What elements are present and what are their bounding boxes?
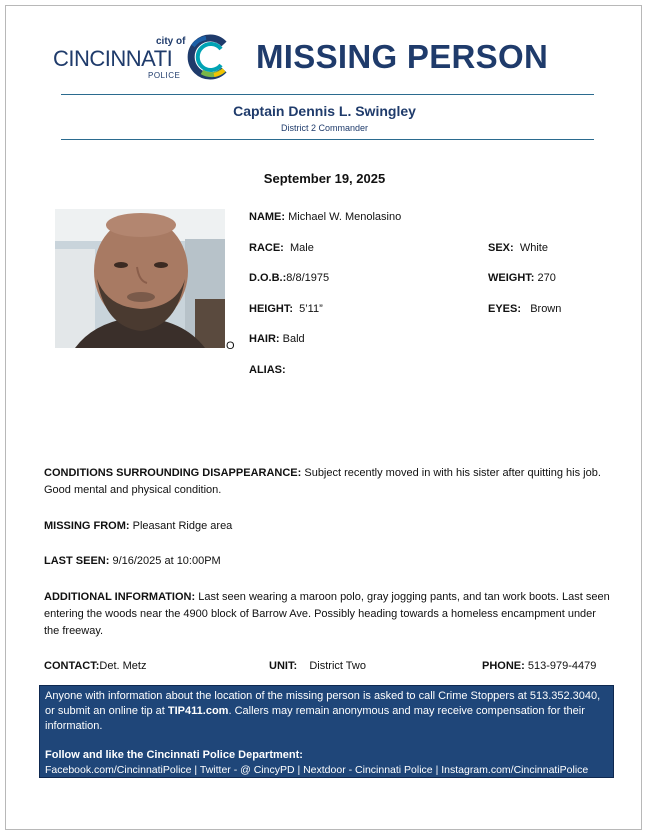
additional-label: ADDITIONAL INFORMATION: [44,591,196,603]
page-title: MISSING PERSON [256,38,549,75]
hair-value: Bald [282,333,305,345]
sex-value: White [519,242,548,254]
eyes-label: EYES: [488,303,522,315]
field-race [249,242,314,254]
tip411-link[interactable]: TIP411.com [167,705,229,717]
crime-stoppers-notice [39,685,614,778]
header-divider-bottom [61,139,594,140]
field-height [249,303,323,315]
conditions-label: CONDITIONS SURROUNDING DISAPPEARANCE: [44,467,302,479]
missing-person-photo [55,209,225,348]
logo-name-text: CINCINNATI [53,46,173,71]
header-divider-top [61,94,594,95]
contact-field [44,660,146,672]
conditions-paragraph [44,465,612,499]
weight-value: 270 [537,272,556,284]
contact-label: CONTACT: [44,660,100,672]
captain-name: Captain Dennis L. Swingley [233,103,416,119]
weight-label: WEIGHT: [488,272,535,284]
unit-label: UNIT: [269,660,298,672]
name-value: Michael W. Menolasino [288,211,402,223]
race-label: RACE: [249,242,284,254]
field-name [249,211,401,223]
notice-text [45,689,608,734]
phone-field [482,660,596,672]
height-value: 5’11” [299,303,323,315]
contact-value: Det. Metz [99,660,147,672]
hair-label: HAIR: [249,333,280,345]
flyer-date: September 19, 2025 [263,171,386,186]
last-seen-label: LAST SEEN: [44,555,110,567]
name-label: NAME: [249,211,286,223]
eyes-value: Brown [530,303,562,315]
field-sex [488,242,548,254]
phone-value: 513-979-4479 [527,660,597,672]
dob-label: D.O.B.: [249,272,287,284]
follow-heading: Follow and like the Cincinnati Police Department: [45,749,303,761]
field-alias [249,364,286,376]
last-seen-paragraph [44,553,612,570]
cincinnati-c-logo-icon [184,32,234,82]
field-dob [249,272,329,284]
missing-from-label: MISSING FROM: [44,520,130,532]
height-label: HEIGHT: [249,303,293,315]
unit-value: District Two [309,660,366,672]
additional-info-paragraph [44,589,612,640]
notice-text-b: . Callers may remain anonymous and may receive compensation for their information. [45,705,585,732]
field-weight [488,272,556,284]
race-value: Male [289,242,314,254]
photo-marker: O [226,340,235,352]
last-seen-value: 9/16/2025 at 10:00PM [112,555,221,567]
missing-from-paragraph [44,518,612,535]
phone-label: PHONE: [482,660,525,672]
field-eyes [488,303,561,315]
alias-label: ALIAS: [249,364,286,376]
logo-police-text: POLICE [148,71,181,80]
flyer-page [5,5,642,830]
sex-label: SEX: [488,242,514,254]
dob-value: 8/8/1975 [286,272,330,284]
logo-city-text: city of [156,36,186,47]
missing-from-value: Pleasant Ridge area [132,520,233,532]
additional-value: Last seen wearing a maroon polo, gray jogging pants, and tan work boots. Last seen entering the woods near the 4900 block of Barrow Ave. Possibly heading towards a homeless encampment under the freeway. [44,591,610,637]
conditions-value: Subject recently moved in with his sister after quitting his job. Good mental and physical condition. [44,467,601,496]
notice-text-a: Anyone with information about the location of the missing person is asked to call Crime Stoppers at 513.352.3040, or submit an online tip at [45,690,601,717]
unit-field [269,660,366,672]
captain-title: District 2 Commander [280,123,369,133]
field-hair [249,333,305,345]
social-links[interactable]: Facebook.com/CincinnatiPolice | Twitter - @ CincyPD | Nextdoor - Cincinnati Police | Instagram.com/CincinnatiPolice [45,764,589,776]
